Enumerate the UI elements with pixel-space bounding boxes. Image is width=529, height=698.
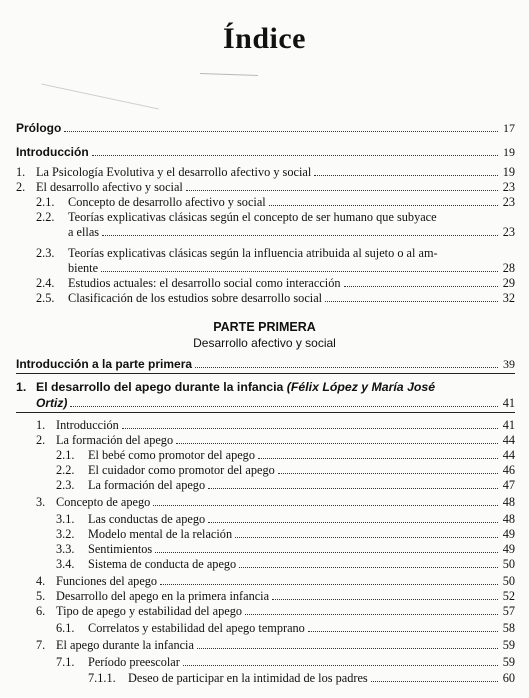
toc-entry[interactable]: 6. Tipo de apego y estabilidad del apego 57 bbox=[36, 604, 515, 618]
toc-entry[interactable]: 3.3. Sentimientos 49 bbox=[56, 542, 515, 556]
toc-entry[interactable]: 2.3. La formación del apego 47 bbox=[56, 478, 515, 492]
toc-entry[interactable]: 2.2. El cuidador como promotor del apego 46 bbox=[56, 463, 515, 477]
chapter-title-continuation[interactable]: Ortiz) 41 bbox=[36, 396, 515, 410]
toc-entry[interactable]: 2.1. El bebé como promotor del apego 44 bbox=[56, 448, 515, 462]
part-label: PARTE PRIMERA bbox=[213, 320, 316, 334]
toc-entry-continuation[interactable]: a ellas 23 bbox=[68, 225, 515, 239]
toc-entry[interactable]: 2.3. Teorías explicativas clásicas según la influencia atribuida al sujeto o al am- bbox=[36, 246, 438, 260]
toc-entry-part-intro[interactable]: Introducción a la parte primera 39 bbox=[16, 357, 515, 371]
toc-entry-introduccion[interactable]: Introducción 19 bbox=[16, 145, 515, 159]
toc-entry[interactable]: 1. Introducción 41 bbox=[36, 418, 515, 432]
toc-entry[interactable]: 2. El desarrollo afectivo y social 23 bbox=[16, 180, 515, 194]
toc-entry[interactable]: 3.4. Sistema de conducta de apego 50 bbox=[56, 557, 515, 571]
page-title: Índice bbox=[222, 22, 306, 55]
scan-streak bbox=[200, 73, 258, 76]
chapter-authors: (Félix López y María José bbox=[286, 380, 436, 394]
scan-streak bbox=[41, 84, 159, 110]
toc-entry-continuation[interactable]: biente 28 bbox=[68, 261, 515, 275]
toc-entry[interactable]: 1. La Psicología Evolutiva y el desarrollo afectivo y social 19 bbox=[16, 165, 515, 179]
toc-entry[interactable]: 6.1. Correlatos y estabilidad del apego temprano 58 bbox=[56, 621, 515, 635]
toc-entry[interactable]: 5. Desarrollo del apego en la primera infancia 52 bbox=[36, 589, 515, 603]
toc-entry[interactable]: 2.4. Estudios actuales: el desarrollo social como interacción 29 bbox=[36, 276, 515, 290]
toc-entry[interactable]: 2. La formación del apego 44 bbox=[36, 433, 515, 447]
toc-entry[interactable]: 2.5. Clasificación de los estudios sobre desarrollo social 32 bbox=[36, 291, 515, 305]
toc-entry[interactable]: 2.2. Teorías explicativas clásicas según el concepto de ser humano que subyace bbox=[36, 210, 437, 224]
toc-entry[interactable]: 7.1. Período preescolar 59 bbox=[56, 655, 515, 669]
toc-entry[interactable]: 7.1.1. Deseo de participar en la intimidad de los padres 60 bbox=[88, 671, 515, 685]
part-subtitle: Desarrollo afectivo y social bbox=[193, 336, 336, 350]
toc-entry-prologo[interactable]: Prólogo 17 bbox=[16, 121, 515, 135]
toc-entry[interactable]: 2.1. Concepto de desarrollo afectivo y social 23 bbox=[36, 195, 515, 209]
toc-entry[interactable]: 7. El apego durante la infancia 59 bbox=[36, 638, 515, 652]
toc-entry[interactable]: 3.2. Modelo mental de la relación 49 bbox=[56, 527, 515, 541]
chapter-rule bbox=[16, 412, 515, 413]
toc-entry[interactable]: 3.1. Las conductas de apego 48 bbox=[56, 512, 515, 526]
toc-entry[interactable]: 3. Concepto de apego 48 bbox=[36, 495, 515, 509]
chapter-title[interactable]: 1. El desarrollo del apego durante la infancia (Félix López y María José bbox=[16, 380, 436, 394]
part-rule bbox=[16, 373, 515, 374]
toc-entry[interactable]: 4. Funciones del apego 50 bbox=[36, 574, 515, 588]
